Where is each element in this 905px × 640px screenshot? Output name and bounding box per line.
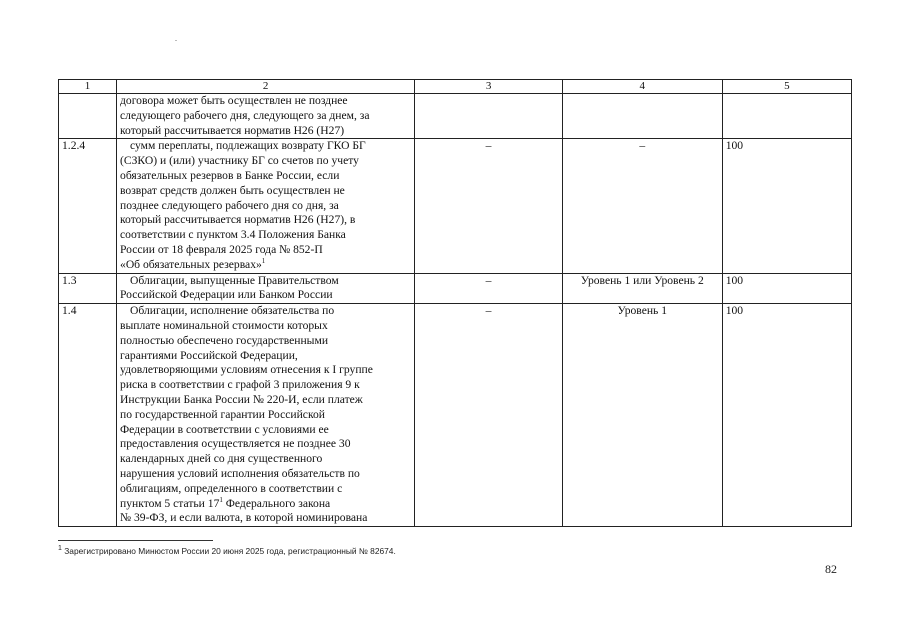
text-line: Российской Федерации или Банком России [120,288,333,302]
text-line: Облигации, выпущенные Правительством [130,273,339,287]
table-row-1-4 [59,304,852,527]
text-line: (СЗКО) и (или) участнику БГ со счетов по учету [120,154,359,168]
text-line: договора может быть осуществлен не позднее [120,94,348,107]
header-col-5: 5 [722,80,851,94]
text-line-content: Федерального закона [222,496,331,510]
text-line: возврат средств должен быть осуществлен не [120,183,345,197]
cell-col-4: – [562,139,722,273]
cell-col-4: Уровень 1 или Уровень 2 [562,273,722,304]
cell-col-3 [415,94,563,139]
cell-num [59,94,117,139]
text-line: Федерации в соответствии с условиями ее [120,422,329,436]
cell-description [117,273,415,304]
cell-col-5 [722,94,851,139]
text-line [120,497,411,512]
page-number: 82 [825,562,837,576]
header-col-2: 2 [117,80,415,94]
text-line: соответствии с пунктом 3.4 Положения Банка [120,228,346,242]
cell-description [117,139,415,273]
cell-num: 1.4 [59,304,117,527]
text-line: облигациям, определенного в соответствии с [120,481,343,495]
footnote-reference: 1 [261,256,266,265]
text-line: полностью обеспечено государственными [120,333,329,347]
header-col-1: 1 [59,80,117,94]
text-line: сумм переплаты, подлежащих возврату ГКО БГ [130,139,366,153]
footnote-divider [58,540,213,541]
scan-speck [175,40,177,41]
cell-num: 1.3 [59,273,117,304]
text-line: позднее следующего рабочего дня со дня, за [120,198,339,212]
text-line [120,258,411,273]
cell-num: 1.2.4 [59,139,117,273]
cell-col-3: – [415,273,563,304]
text-line: № 39-ФЗ, и если валюта, в которой номинирована [120,511,368,525]
text-line: по государственной гарантии Российской [120,407,325,421]
text-line: который рассчитывается норматив Н26 (Н27) [120,123,345,137]
text-line: предоставления осуществляется не позднее 30 [120,437,351,451]
header-row [59,80,852,94]
cell-col-4: Уровень 1 [562,304,722,527]
table-row-1-3 [59,273,852,304]
text-line: следующего рабочего дня, следующего за днем, за [120,108,370,122]
text-line: обязательных резервов в Банке России, если [120,168,340,182]
text-line: России от 18 февраля 2025 года № 852-П [120,242,323,256]
text-line: который рассчитывается норматив Н26 (Н27), в [120,213,356,227]
text-line: удовлетворяющими условиям отнесения к I группе [120,363,373,377]
header-col-3: 3 [415,80,563,94]
table-row-continuation [59,94,852,139]
footnote [58,546,396,556]
text-line: Инструкции Банка России № 220-И, если платеж [120,392,363,406]
text-line: выплате номинальной стоимости которых [120,318,328,332]
footnote-mark: 1 [58,545,62,553]
text-line: гарантиями Российской Федерации, [120,348,298,362]
text-line: нарушения условий исполнения обязательств по [120,466,360,480]
superscript-mark: 1 [219,495,223,504]
cell-col-5: 100 [722,273,851,304]
text-line: риска в соответствии с графой 3 приложения 9 к [120,378,360,392]
text-line: Облигации, исполнение обязательства по [130,304,335,318]
cell-col-3: – [415,304,563,527]
cell-col-5: 100 [722,304,851,527]
text-line-content: «Об обязательных резервах» [120,257,262,271]
header-col-4: 4 [562,80,722,94]
table-row-1-2-4 [59,139,852,273]
text-line: календарных дней со дня существенного [120,452,323,466]
regulation-table [58,79,852,527]
cell-description [117,304,415,527]
cell-col-5: 100 [722,139,851,273]
cell-col-4 [562,94,722,139]
text-line-content: пунктом 5 статьи 17 [120,496,220,510]
cell-description [117,94,415,139]
cell-col-3: – [415,139,563,273]
footnote-text: Зарегистрировано Минюстом России 20 июня 2025 года, регистрационный № 82674. [61,546,396,556]
